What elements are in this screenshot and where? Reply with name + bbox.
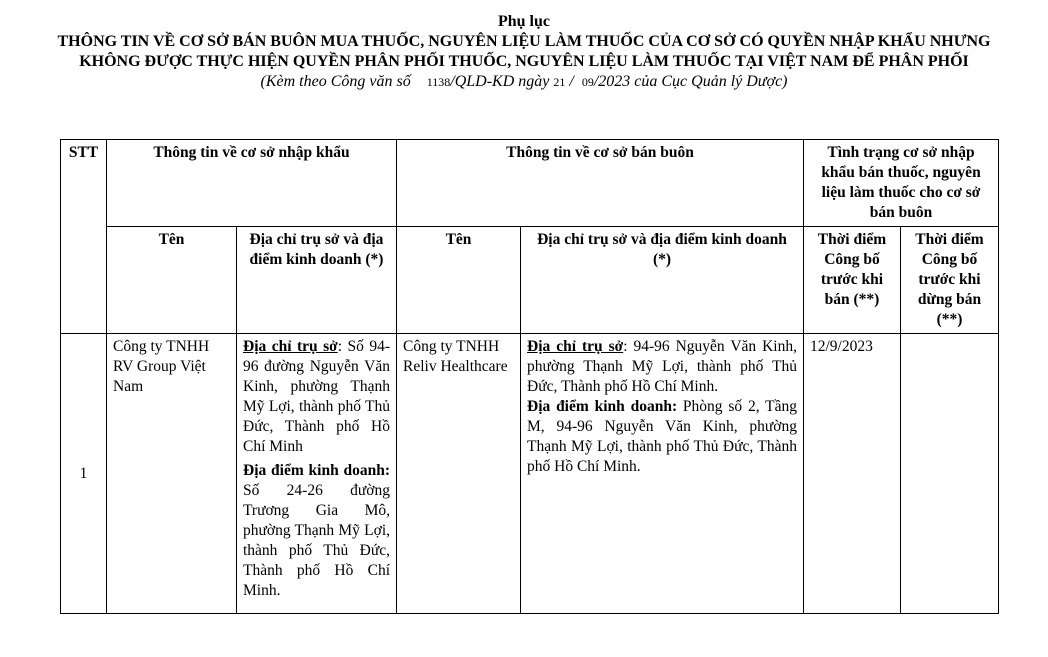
importer-address (237, 334, 397, 614)
reference-suffix: /2023 của Cục Quản lý Dược) (593, 73, 788, 90)
header-announce-sell: Thời điểm Công bố trước khi bán (**) (804, 227, 901, 334)
reference-line (0, 72, 1048, 92)
table-row (61, 334, 999, 614)
importer-biz-block (243, 461, 390, 601)
wholesaler-biz-text: Phòng số 2, Tầng M, 94-96 Nguyễn Văn Kinh, phường Thạnh Mỹ Lợi, thành phố Thủ Đức, Thành phố Hồ Chí Minh. (527, 398, 797, 475)
wholesaler-hq-label: Địa chỉ trụ sở (527, 338, 624, 355)
header-row-group (61, 140, 999, 227)
header-wholesaler-info: Thông tin về cơ sở bán buôn (397, 140, 804, 227)
wholesaler-hq-text: : 94-96 Nguyễn Văn Kinh, phường Thạnh Mỹ Lợi, thành phố Thủ Đức, Thành phố Hồ Chí Minh. (527, 338, 797, 395)
row-stt: 1 (61, 334, 107, 614)
reference-mid: /QLD-KD ngày (450, 73, 550, 90)
wholesaler-hq-block (527, 337, 797, 397)
announce-stop-date (901, 334, 999, 614)
distribution-table (60, 139, 999, 614)
announce-sell-date: 12/9/2023 (804, 334, 901, 614)
wholesaler-name: Công ty TNHH Reliv Healthcare (397, 334, 521, 614)
header-row-columns (61, 227, 999, 334)
reference-prefix: (Kèm theo Công văn số (260, 73, 411, 90)
header-announce-stop: Thời điểm Công bố trước khi dừng bán (**) (901, 227, 999, 334)
doc-number: 1138 (426, 75, 451, 89)
importer-hq-block (243, 337, 390, 457)
appendix-label: Phụ lục (497, 13, 550, 30)
importer-hq-text: : Số 94-96 đường Nguyễn Văn Kinh, phường Thạnh Mỹ Lợi, thành phố Thủ Đức, Thành phố Hồ Chí Minh (243, 338, 390, 455)
importer-hq-label: Địa chỉ trụ sở (243, 338, 338, 355)
doc-month: 09 (581, 75, 594, 89)
wholesaler-address (521, 334, 804, 614)
doc-day: 21 (553, 75, 566, 89)
wholesaler-biz-label: Địa điểm kinh doanh: (527, 398, 678, 415)
date-separator: / (569, 73, 574, 90)
document-header (0, 12, 1048, 92)
importer-biz-text: Số 24-26 đường Trương Gia Mô, phường Thạnh Mỹ Lợi, thành phố Thủ Đức, Thành phố Hồ Chí Minh. (243, 482, 390, 599)
header-wholesaler-name: Tên (397, 227, 521, 334)
header-wholesaler-address: Địa chỉ trụ sở và địa điểm kinh doanh (*) (521, 227, 804, 334)
importer-name: Công ty TNHH RV Group Việt Nam (107, 334, 237, 614)
document-title: THÔNG TIN VỀ CƠ SỞ BÁN BUÔN MUA THUỐC, NGUYÊN LIỆU LÀM THUỐC CỦA CƠ SỞ CÓ QUYỀN NHẬP KHẨU NHƯNG KHÔNG ĐƯỢC THỰC HIỆN QUYỀN PHÂN PHỐI THUỐC, NGUYÊN LIỆU LÀM THUỐC TẠI VIỆT NAM ĐỂ PHÂN PHỐI (57, 33, 991, 70)
header-importer-address: Địa chỉ trụ sở và địa điểm kinh doanh (*) (237, 227, 397, 334)
header-importer-name: Tên (107, 227, 237, 334)
header-status: Tình trạng cơ sở nhập khẩu bán thuốc, nguyên liệu làm thuốc cho cơ sở bán buôn (804, 140, 999, 227)
wholesaler-biz-block (527, 397, 797, 477)
importer-biz-label: Địa điểm kinh doanh: (243, 462, 390, 479)
header-stt: STT (61, 140, 107, 334)
header-importer-info: Thông tin về cơ sở nhập khẩu (107, 140, 397, 227)
